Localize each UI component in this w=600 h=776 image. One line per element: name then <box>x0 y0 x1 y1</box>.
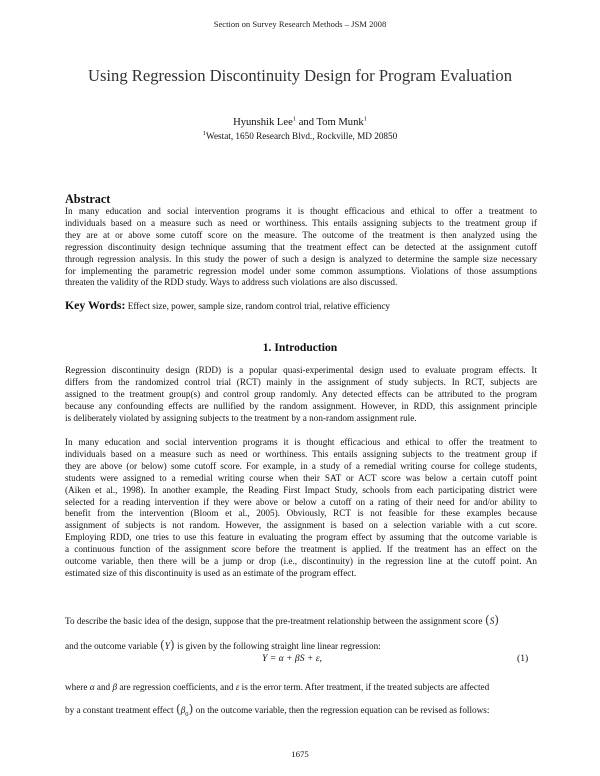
paragraph-line: assignment of subjects is not random. However, the assignment is based on a selection variable with a cut score. <box>65 520 537 531</box>
author-2-sup: 1 <box>363 115 367 123</box>
author-2: Tom Munk <box>316 117 364 128</box>
symbol-epsilon: ε <box>235 682 240 692</box>
equation-number: (1) <box>517 653 529 664</box>
abstract-line: individuals based on a measure such as need or worthiness. This entails assigning subjects to the treatment group if <box>65 217 537 228</box>
author-1-sup: 1 <box>292 115 297 123</box>
intro-paragraph-1 <box>65 365 537 425</box>
paragraph-line: In many education and social intervention programs it is thought efficacious and ethical to offer the treatment to <box>65 437 537 447</box>
abstract-line: threaten the validity of the RDD study. Ways to address such violations are also discussed. <box>65 277 398 288</box>
paragraph-line: differs from the randomized control trial (RCT) mainly in the assignment of study subjects. In RCT, subjects are <box>65 376 537 387</box>
abstract-line: through regression analysis. In this study the power of such a design is analyzed to determine the sample size necessary <box>65 253 537 264</box>
paragraph-line <box>65 608 537 633</box>
intro-paragraph-2 <box>65 437 537 580</box>
paragraph-line: a continuous function of the assignment score before the treatment is applied. If the treatment has an effect on the <box>65 544 537 555</box>
text-run: by a constant treatment effect <box>65 705 174 715</box>
symbol-alpha: α <box>89 682 95 692</box>
abstract-line: regression discontinuity design technique assuming that the treatment effect can be detected at the assignment cutoff <box>65 241 537 252</box>
text-run: on the outcome variable, then the regression equation can be revised as follows: <box>195 705 490 715</box>
affiliation-sup: 1 <box>202 129 207 137</box>
text-run: is the error term. After treatment, if the treated subjects are affected <box>241 682 490 692</box>
paragraph-line: students were assigned to a remedial writing course when their SAT or ACT score was below a certain cutoff point <box>65 472 537 483</box>
subscript-0: 0 <box>185 710 189 718</box>
paragraph-line: individuals based on a measure such as need or worthiness. This entails assigning subjects to the treatment group if <box>65 448 537 459</box>
text-run: where <box>65 682 88 692</box>
section-heading-introduction: 1. Introduction <box>262 341 338 354</box>
close-paren: ) <box>188 701 194 716</box>
text-run: To describe the basic idea of the design, suppose that the pre-treatment relationship between the assignment score <box>65 616 483 626</box>
paragraph-line <box>65 698 537 726</box>
affiliation <box>0 131 600 141</box>
paragraph-line: Employing RDD, one tries to use this feature in evaluating the program effect by assuming that the outcome variable is <box>65 532 537 543</box>
symbol-beta: β <box>112 682 118 692</box>
paragraph-line: because any confounding effects are nullified by the random assignment. However, in RDD, this assignment principle <box>65 400 537 411</box>
author-separator: and <box>296 117 317 128</box>
paragraph-line: (Aiken et al., 1998). In another example, the Reading First Impact Study, schools from each participating district were <box>65 484 537 495</box>
paper-title: Using Regression Discontinuity Design for Program Evaluation <box>87 66 512 85</box>
symbol-beta-0: β <box>180 705 186 715</box>
text-run: is given by the following straight line linear regression: <box>177 641 381 651</box>
author-line <box>0 117 600 128</box>
paragraph-line <box>65 676 537 698</box>
close-paren: ) <box>169 637 175 652</box>
paragraph-line: benefit from the intervention (Bloom et al., 2005). Obviously, RCT is not feasible for these examples because <box>65 508 537 519</box>
after-equation-paragraph <box>65 676 537 726</box>
abstract-line: for implementing the parametric regression model under some common assumptions. Violations of those assumptions <box>65 265 537 276</box>
keywords <box>65 298 390 313</box>
equation-body: Y = α + βS + ε, <box>262 653 322 664</box>
open-paren: ( <box>159 637 165 652</box>
abstract-heading: Abstract <box>65 192 111 206</box>
paragraph-line: outcome variable, then there will be a jump or drop (i.e., discontinuity) in the regression line at the cutoff point. An <box>65 556 537 567</box>
symbol-Y: Y <box>164 641 170 651</box>
paragraph-line: assigned to the treatment group(s) and control group randomly. Any detected effects can be attributed to the program <box>65 388 537 399</box>
abstract-line: In many education and social intervention programs it is thought efficacious and ethical to offer a treatment to <box>65 206 537 216</box>
symbol-S: S <box>489 616 495 626</box>
open-paren: ( <box>484 612 490 627</box>
running-header: Section on Survey Research Methods – JSM 2008 <box>213 19 387 29</box>
paragraph-line: they are above (or below) some cutoff score. For example, in a study of a remedial writing course for college students, <box>65 460 537 471</box>
paragraph-line: selected for a reading intervention if they were above or below a cutoff on a rating of their need for and/or ability to <box>65 496 537 507</box>
paragraph-line: is deliberately violated by assigning subjects to the treatment by a non-random assignment rule. <box>65 412 417 423</box>
paragraph-line: estimated size of this discontinuity is used as an estimate of the program effect. <box>65 567 357 578</box>
text-run: are regression coefficients, and <box>119 682 234 692</box>
affiliation-text: Westat, 1650 Research Blvd., Rockville, MD 20850 <box>206 131 398 141</box>
keywords-label: Key Words: <box>65 298 126 312</box>
keywords-text: Effect size, power, sample size, random control trial, relative efficiency <box>125 301 391 311</box>
close-paren: ) <box>494 612 500 627</box>
intro-paragraph-3 <box>65 608 537 658</box>
page-number: 1675 <box>291 749 309 759</box>
author-1: Hyunshik Lee <box>233 117 293 128</box>
abstract-body <box>65 206 537 289</box>
open-paren: ( <box>175 701 181 716</box>
paragraph-line: Regression discontinuity design (RDD) is a popular quasi-experimental design used to evaluate program effects. It <box>65 365 537 375</box>
text-run: and the outcome variable <box>65 641 158 651</box>
text-run: and <box>96 682 111 692</box>
abstract-line: they are at or above some cutoff score on the measure. The outcome of the treatment is then analyzed using the <box>65 229 537 240</box>
